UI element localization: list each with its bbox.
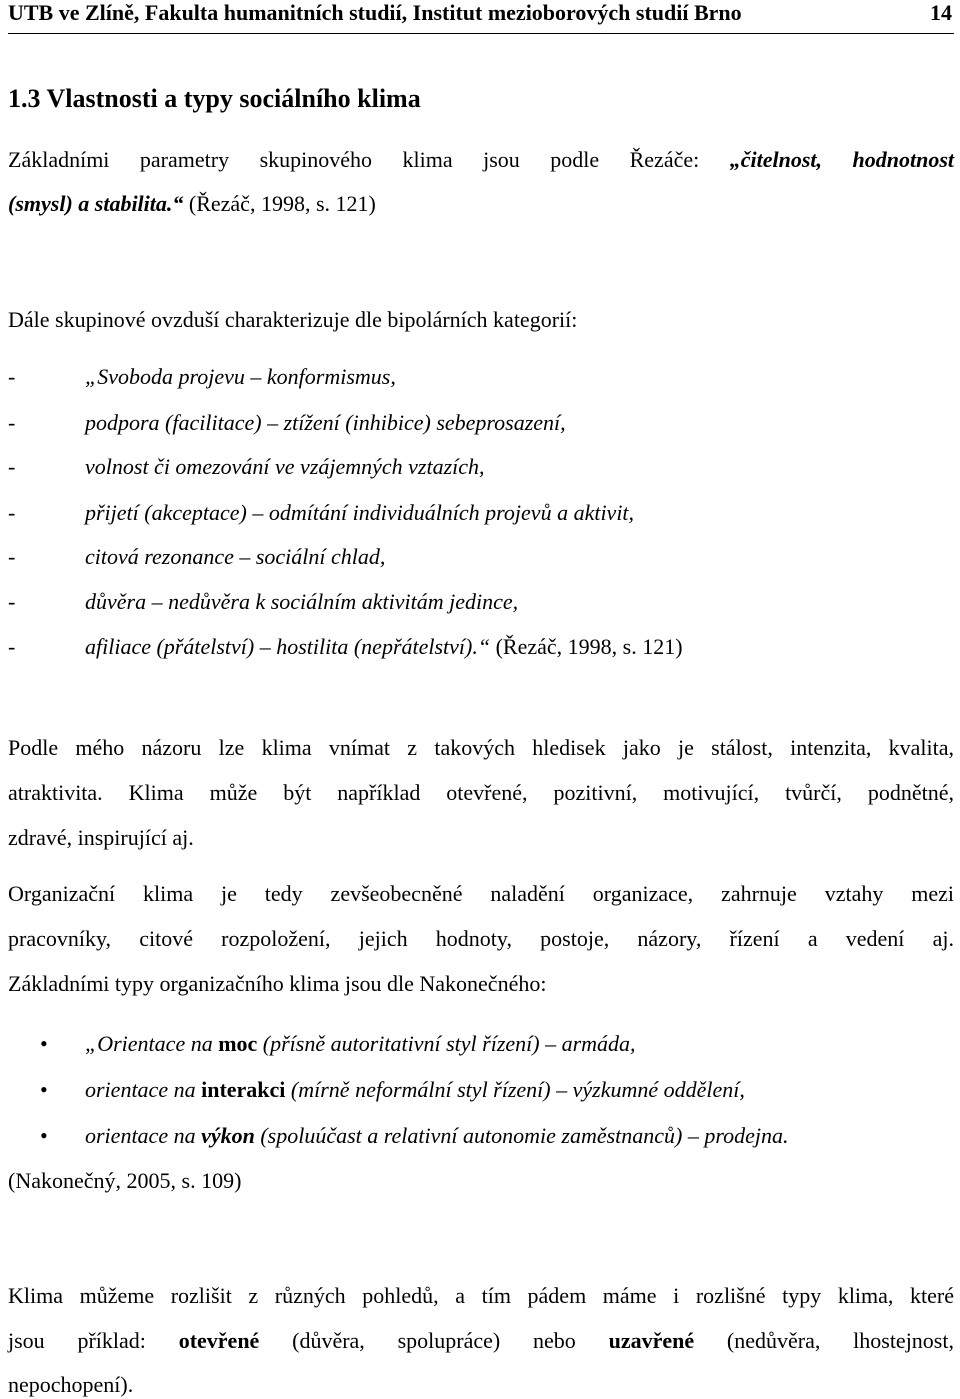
para1-line2 <box>8 191 376 217</box>
para4-line1: Organizační klima je tedy zevšeobecněné naladění organizace, zahrnuje vztahy mezi <box>8 881 954 906</box>
bullets-citation: (Nakonečný, 2005, s. 109) <box>8 1168 242 1193</box>
para5-bold-closed: uzavřené <box>608 1328 695 1353</box>
para5-bold-open: otevřené <box>178 1328 260 1353</box>
dash-marker: - <box>8 364 16 389</box>
list-item <box>8 364 396 390</box>
page-header-title: UTB ve Zlíně, Fakulta humanitních studií, Institut mezioborových studií Brno <box>8 0 742 25</box>
para1-line1 <box>8 147 954 173</box>
para1-emphasis: „čitelnost, hodnotnost <box>729 147 954 172</box>
list-item <box>8 634 683 660</box>
header-divider <box>8 33 954 34</box>
dash-marker: - <box>8 500 16 525</box>
section-heading: 1.3 Vlastnosti a typy sociálního klima <box>8 84 421 113</box>
para5-text: jsou příklad: <box>8 1328 179 1353</box>
list-item-citation: (Řezáč, 1998, s. 121) <box>490 634 683 659</box>
list-item-text: citová rezonance – sociální chlad, <box>85 544 386 569</box>
para3-line2: atraktivita. Klima může být například otevřené, pozitivní, motivující, tvůrčí, podnětné, <box>8 780 954 805</box>
list-item-text: „Svoboda projevu – konformismus, <box>85 364 396 389</box>
bullet-text: „Orientace na <box>85 1031 219 1056</box>
dash-marker: - <box>8 454 16 479</box>
list-item <box>8 544 385 570</box>
bullet-item <box>40 1123 789 1149</box>
para4-line3: Základními typy organizačního klima jsou dle Nakonečného: <box>8 971 547 996</box>
para5-text: (nedůvěra, lhostejnost, <box>694 1328 954 1353</box>
para1-emphasis-cont: (smysl) a stabilita.“ <box>8 191 184 216</box>
para1-text: Základními parametry skupinového klima jsou podle Řezáče: <box>8 147 730 172</box>
list-item-text: afiliace (přátelství) – hostilita (nepřátelství).“ <box>85 634 491 659</box>
bullet-text: (mírně neformální styl řízení) – výzkumné oddělení, <box>285 1077 745 1102</box>
para2-intro: Dále skupinové ovzduší charakterizuje dle bipolárních kategorií: <box>8 307 578 332</box>
para4-line2: pracovníky, citové rozpoložení, jejich hodnoty, postoje, názory, řízení a vedení aj. <box>8 926 954 951</box>
bullet-bold: interakci <box>201 1077 286 1102</box>
para3-line1: Podle mého názoru lze klima vnímat z takových hledisek jako je stálost, intenzita, kvalita, <box>8 735 954 760</box>
bullet-text: (přísně autoritativní styl řízení) – armáda, <box>257 1031 636 1056</box>
list-item <box>8 500 634 526</box>
bullet-marker: • <box>40 1123 48 1148</box>
para3-line3: zdravé, inspirující aj. <box>8 825 194 850</box>
bullet-bold: výkon <box>201 1123 255 1148</box>
bullet-marker: • <box>40 1077 48 1102</box>
para5-line3: nepochopení). <box>8 1372 134 1397</box>
para5-line2 <box>8 1328 954 1354</box>
para5-line1: Klima můžeme rozlišit z různých pohledů, a tím pádem máme i rozlišné typy klima, které <box>8 1283 954 1308</box>
list-item <box>8 589 518 615</box>
list-item-text: podpora (facilitace) – ztížení (inhibice) sebeprosazení, <box>85 410 566 435</box>
bullet-text: orientace na <box>85 1077 202 1102</box>
bullet-item <box>40 1077 745 1103</box>
list-item-text: důvěra – nedůvěra k sociálním aktivitám jedince, <box>85 589 519 614</box>
bullet-bold: moc <box>218 1031 258 1056</box>
bullet-marker: • <box>40 1031 48 1056</box>
dash-marker: - <box>8 410 16 435</box>
dash-marker: - <box>8 634 16 659</box>
bullet-text: (spoluúčast a relativní autonomie zaměstnanců) – prodejna. <box>254 1123 789 1148</box>
para1-citation: (Řezáč, 1998, s. 121) <box>183 191 376 216</box>
bullet-text: orientace na <box>85 1123 202 1148</box>
para5-text: (důvěra, spolupráce) nebo <box>259 1328 609 1353</box>
list-item-text: přijetí (akceptace) – odmítání individuálních projevů a aktivit, <box>85 500 635 525</box>
list-item <box>8 454 485 480</box>
bullet-item <box>40 1031 636 1057</box>
dash-marker: - <box>8 589 16 614</box>
dash-marker: - <box>8 544 16 569</box>
page-number: 14 <box>930 0 952 25</box>
list-item <box>8 410 566 436</box>
list-item-text: volnost či omezování ve vzájemných vztazích, <box>85 454 485 479</box>
